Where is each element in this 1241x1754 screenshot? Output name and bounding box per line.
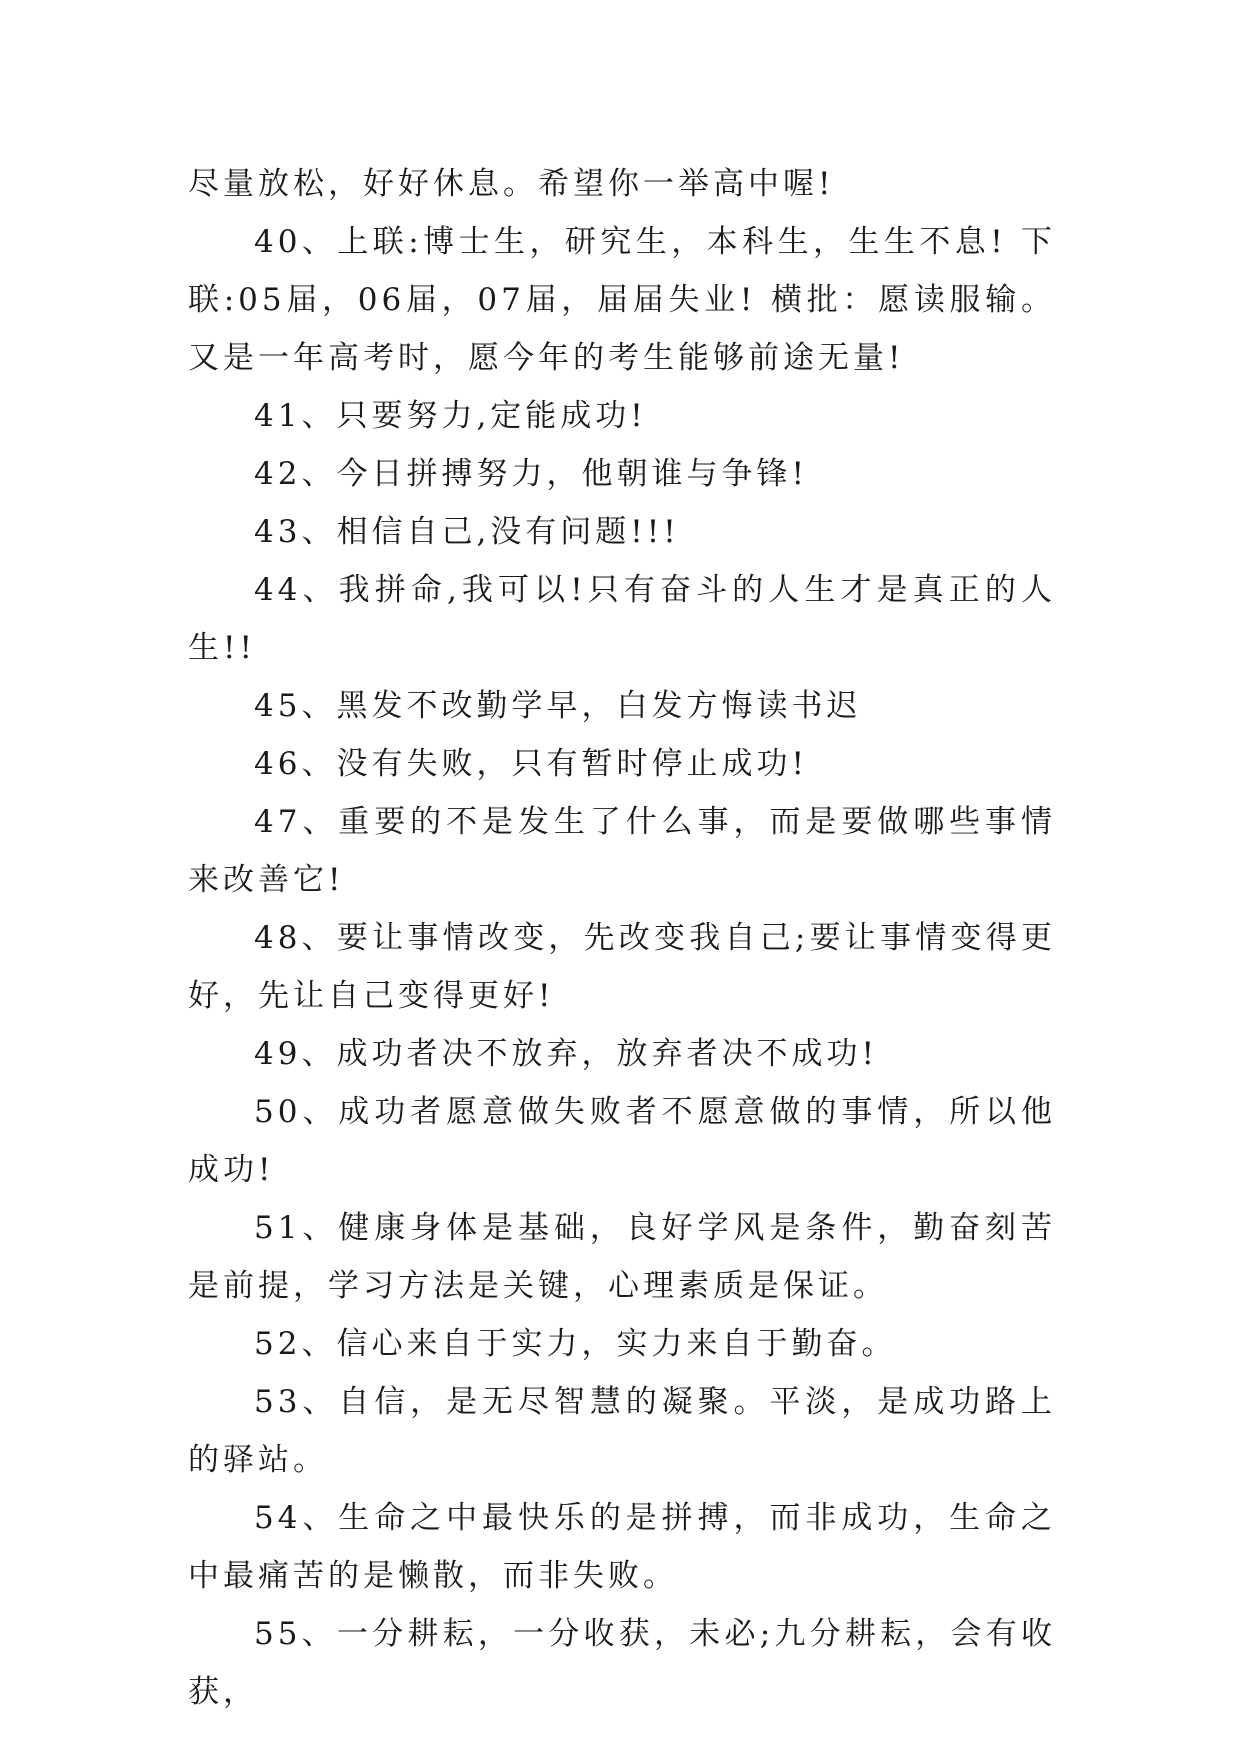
paragraph-item-43: 43、相信自己,没有问题!!! xyxy=(254,514,680,550)
paragraph-item-45: 45、黑发不改勤学早，白发方悔读书迟 xyxy=(254,688,862,724)
paragraph-item-54: 54、生命之中最快乐的是拼搏，而非成功，生命之中最痛苦的是懒散，而非失败。 xyxy=(188,1500,1056,1594)
paragraph-item-48: 48、要让事情改变，先改变我自己;要让事情变得更好，先让自己变得更好! xyxy=(188,920,1056,1014)
paragraph-item-41: 41、只要努力,定能成功! xyxy=(254,398,647,434)
paragraph-item-47: 47、重要的不是发生了什么事，而是要做哪些事情来改善它! xyxy=(188,804,1056,898)
paragraph-item-50: 50、成功者愿意做失败者不愿意做的事情，所以他成功! xyxy=(188,1094,1056,1188)
paragraph-item-46: 46、没有失败，只有暂时停止成功! xyxy=(254,746,808,782)
paragraph-item-42: 42、今日拼搏努力，他朝谁与争锋! xyxy=(254,456,808,492)
paragraph-item-55: 55、一分耕耘，一分收获，未必;九分耕耘，会有收获， xyxy=(188,1616,1056,1710)
paragraph-item-49: 49、成功者决不放弃，放弃者决不成功! xyxy=(254,1036,878,1072)
paragraph-continuation: 尽量放松，好好休息。希望你一举高中喔! xyxy=(188,166,835,202)
paragraph-item-40: 40、上联:博士生，研究生，本科生，生生不息! 下联:05届，06届，07届，届届失业! 横批：愿读服输。又是一年高考时，愿今年的考生能够前途无量! xyxy=(188,224,1056,376)
paragraph-item-52: 52、信心来自于实力，实力来自于勤奋。 xyxy=(254,1326,897,1362)
paragraph-item-51: 51、健康身体是基础，良好学风是条件，勤奋刻苦是前提，学习方法是关键，心理素质是保证。 xyxy=(188,1210,1056,1304)
paragraph-item-53: 53、自信，是无尽智慧的凝聚。平淡，是成功路上的驿站。 xyxy=(188,1384,1056,1478)
document-body xyxy=(188,155,1056,1721)
paragraph-item-44: 44、我拼命,我可以!只有奋斗的人生才是真正的人生!! xyxy=(188,572,1056,666)
